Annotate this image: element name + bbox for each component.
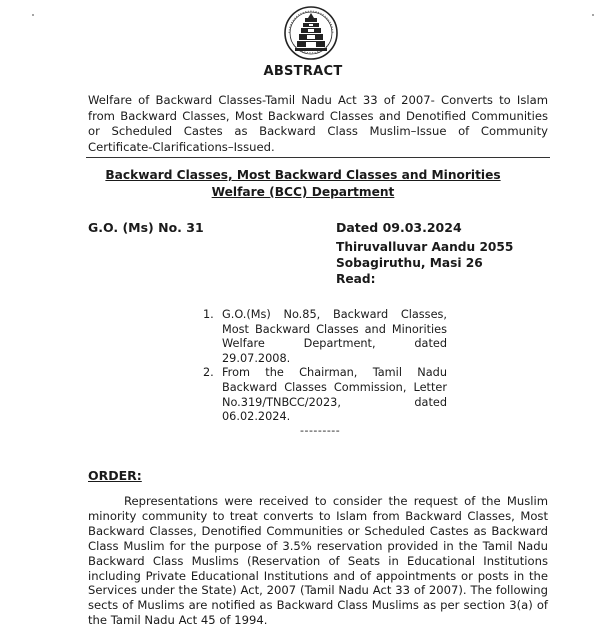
tamil-date-block: [336, 239, 513, 287]
scan-speck: [592, 14, 594, 16]
separator-dashes: ---------: [300, 424, 341, 437]
reference-number: 2.: [203, 366, 214, 380]
department-line-2: Welfare (BCC) Department: [211, 185, 395, 199]
reference-text: G.O.(Ms) No.85, Backward Classes, Most Backward Classes and Minorities Welfare Department, dated 29.07.2008.: [222, 308, 447, 365]
abstract-title: ABSTRACT: [263, 64, 343, 79]
tamil-year: Thiruvalluvar Aandu 2055: [336, 240, 514, 254]
department-heading: [0, 167, 606, 201]
order-heading: ORDER:: [88, 468, 142, 483]
reference-number: 1.: [203, 308, 214, 321]
scan-speck: [32, 14, 34, 16]
tamil-date: Sobagiruthu, Masi 26: [336, 256, 483, 270]
department-line-1: Backward Classes, Most Backward Classes and Minorities: [105, 168, 501, 182]
references-list: [203, 308, 447, 425]
order-paragraph: Representations were received to consider the request of the Muslim minority community to treat converts to Islam from Backward Classes, Most Backward Classes, Denotified Communities or Scheduled Castes as Backward Class Muslim for the purpose of 3.5% reservation provided in the Tamil Nadu Backward Class Muslims (Reservation of Seats in Educational Institutions including Private Educational Institutions and of appointments or posts in the Services under the State) Act, 2007 (Tamil Nadu Act 33 of 2007). The following sects of Muslims are notified as Backward Class Muslims as per section 3(a) of the Tamil Nadu Act 45 of 1994.: [88, 494, 548, 628]
list-item: [203, 308, 447, 366]
go-date: Dated 09.03.2024: [336, 220, 462, 235]
divider: [86, 157, 550, 158]
reference-text: From the Chairman, Tamil Nadu Backward Classes Commission, Letter No.319/TNBCC/2023, dated 06.02.2024.: [222, 366, 447, 424]
read-label: Read:: [336, 272, 376, 286]
subject-text: Welfare of Backward Classes-Tamil Nadu Act 33 of 2007- Converts to Islam from Backward Classes, Most Backward Classes and Denotified Communities or Scheduled Castes as Backward Class Muslim–Issue of Community Certificate-Clarifications–Issued.: [88, 93, 548, 154]
go-number: G.O. (Ms) No. 31: [88, 220, 204, 235]
list-item: [203, 366, 447, 424]
tamil-nadu-emblem-icon: [283, 4, 339, 62]
